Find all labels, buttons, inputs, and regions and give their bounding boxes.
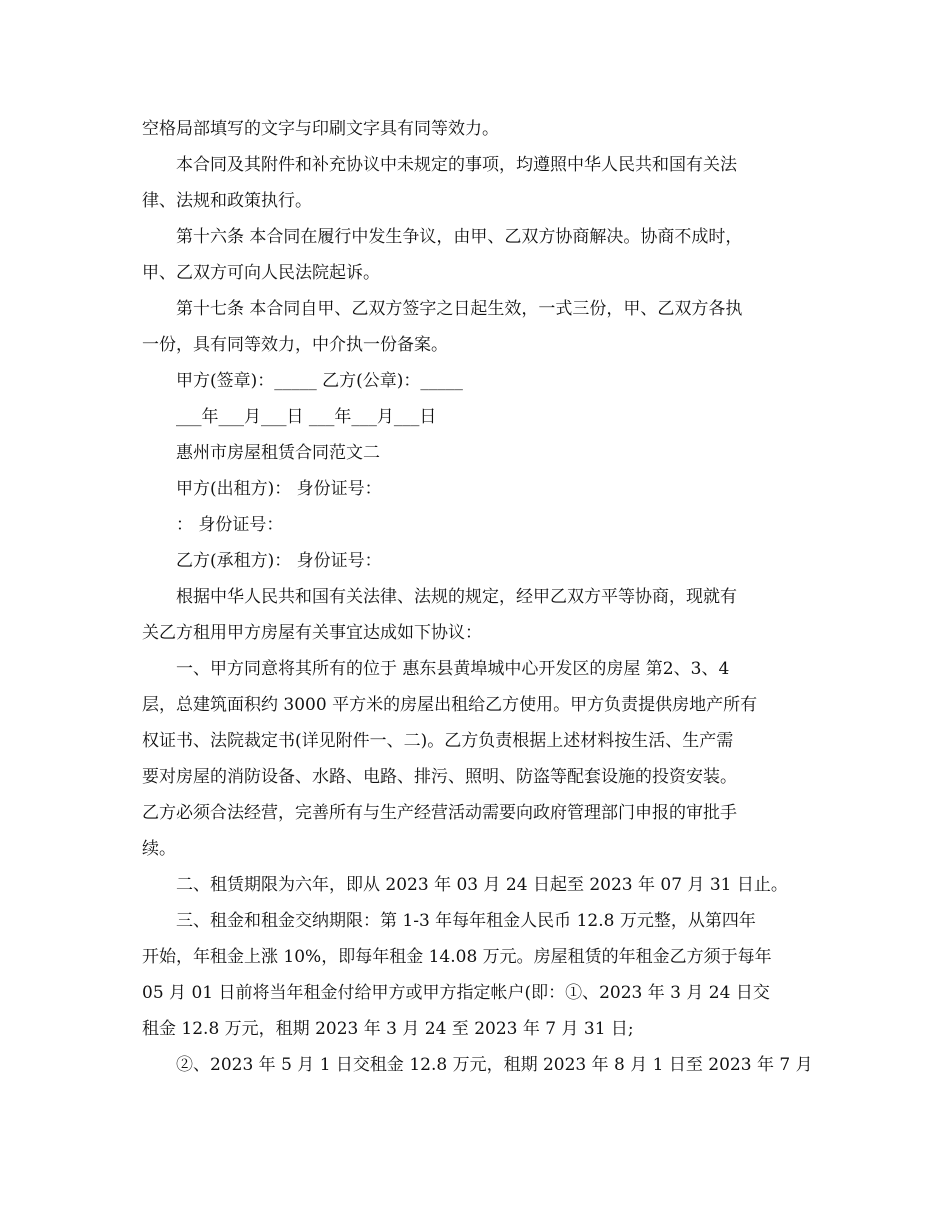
text-line: 第十六条 本合同在履行中发生争议，由甲、乙双方协商解决。协商不成时， [176,227,743,247]
paragraph [142,867,814,903]
text-line: 开始，年租金上涨 10%，即每年租金 14.08 万元。房屋租赁的年租金乙方须于每年 [142,947,772,967]
paragraph [142,363,814,399]
paragraph [142,579,814,651]
paragraph [142,507,814,543]
text-line: 乙方(承租方)： 身份证号： [176,551,382,571]
paragraph [142,651,814,867]
text-line: ： 身份证号： [176,515,284,535]
paragraph [142,435,814,471]
paragraph [142,147,814,219]
text-line: 三、租金和租金交纳期限：第 1-3 年每年租金人民币 12.8 万元整，从第四年 [176,911,756,931]
text-line: 惠州市房屋租赁合同范文二 [176,443,380,463]
text-line: 空格局部填写的文字与印刷文字具有同等效力。 [142,119,499,139]
text-line: 律、法规和政策执行。 [142,191,312,211]
text-line: 甲方(签章)：_____ 乙方(公章)：_____ [176,371,463,391]
paragraph [142,111,814,147]
paragraph [142,903,814,1047]
text-line: 一、甲方同意将其所有的位于 惠东县黄埠城中心开发区的房屋 第2、3、4 [176,659,730,679]
text-line: 权证书、法院裁定书(详见附件一、二)。乙方负责根据上述材料按生活、生产需 [142,731,734,751]
text-line: 层，总建筑面积约 3000 平方米的房屋出租给乙方使用。甲方负责提供房地产所有 [142,695,758,715]
text-line: 要对房屋的消防设备、水路、电路、排污、照明、防盗等配套设施的投资安装。 [142,767,737,787]
paragraph [142,1047,814,1083]
text-line: 关乙方租用甲方房屋有关事宜达成如下协议： [142,623,482,643]
text-line: 一份，具有同等效力，中介执一份备案。 [142,335,448,355]
text-line: 第十七条 本合同自甲、乙双方签字之日起生效，一式三份，甲、乙双方各执 [176,299,743,319]
text-line: 本合同及其附件和补充协议中未规定的事项，均遵照中华人民共和国有关法 [176,155,737,175]
paragraph [142,291,814,363]
text-line: 甲方(出租方)： 身份证号： [176,479,382,499]
text-line: 续。 [142,839,176,859]
text-line: 根据中华人民共和国有关法律、法规的规定，经甲乙双方平等协商，现就有 [176,587,737,607]
paragraph [142,399,814,435]
paragraph [142,471,814,507]
text-line: 乙方必须合法经营，完善所有与生产经营活动需要向政府管理部门申报的审批手 [142,803,737,823]
paragraph [142,543,814,579]
text-line: 05 月 01 日前将当年租金付给甲方或甲方指定帐户(即：①、2023 年 3 月 24 日交 [142,983,770,1003]
document-body [142,111,814,1083]
paragraph [142,219,814,291]
text-line: 租金 12.8 万元，租期 2023 年 3 月 24 至 2023 年 7 月 31 日; [142,1019,634,1039]
text-line: 二、租赁期限为六年，即从 2023 年 03 月 24 日起至 2023 年 07 月 31 日止。 [176,875,788,895]
text-line: ___年___月___日 ___年___月___日 [176,407,437,427]
text-line: 甲、乙双方可向人民法院起诉。 [142,263,380,283]
text-line: ②、2023 年 5 月 1 日交租金 12.8 万元，租期 2023 年 8 月 1 日至 2023 年 7 月 [176,1055,813,1075]
